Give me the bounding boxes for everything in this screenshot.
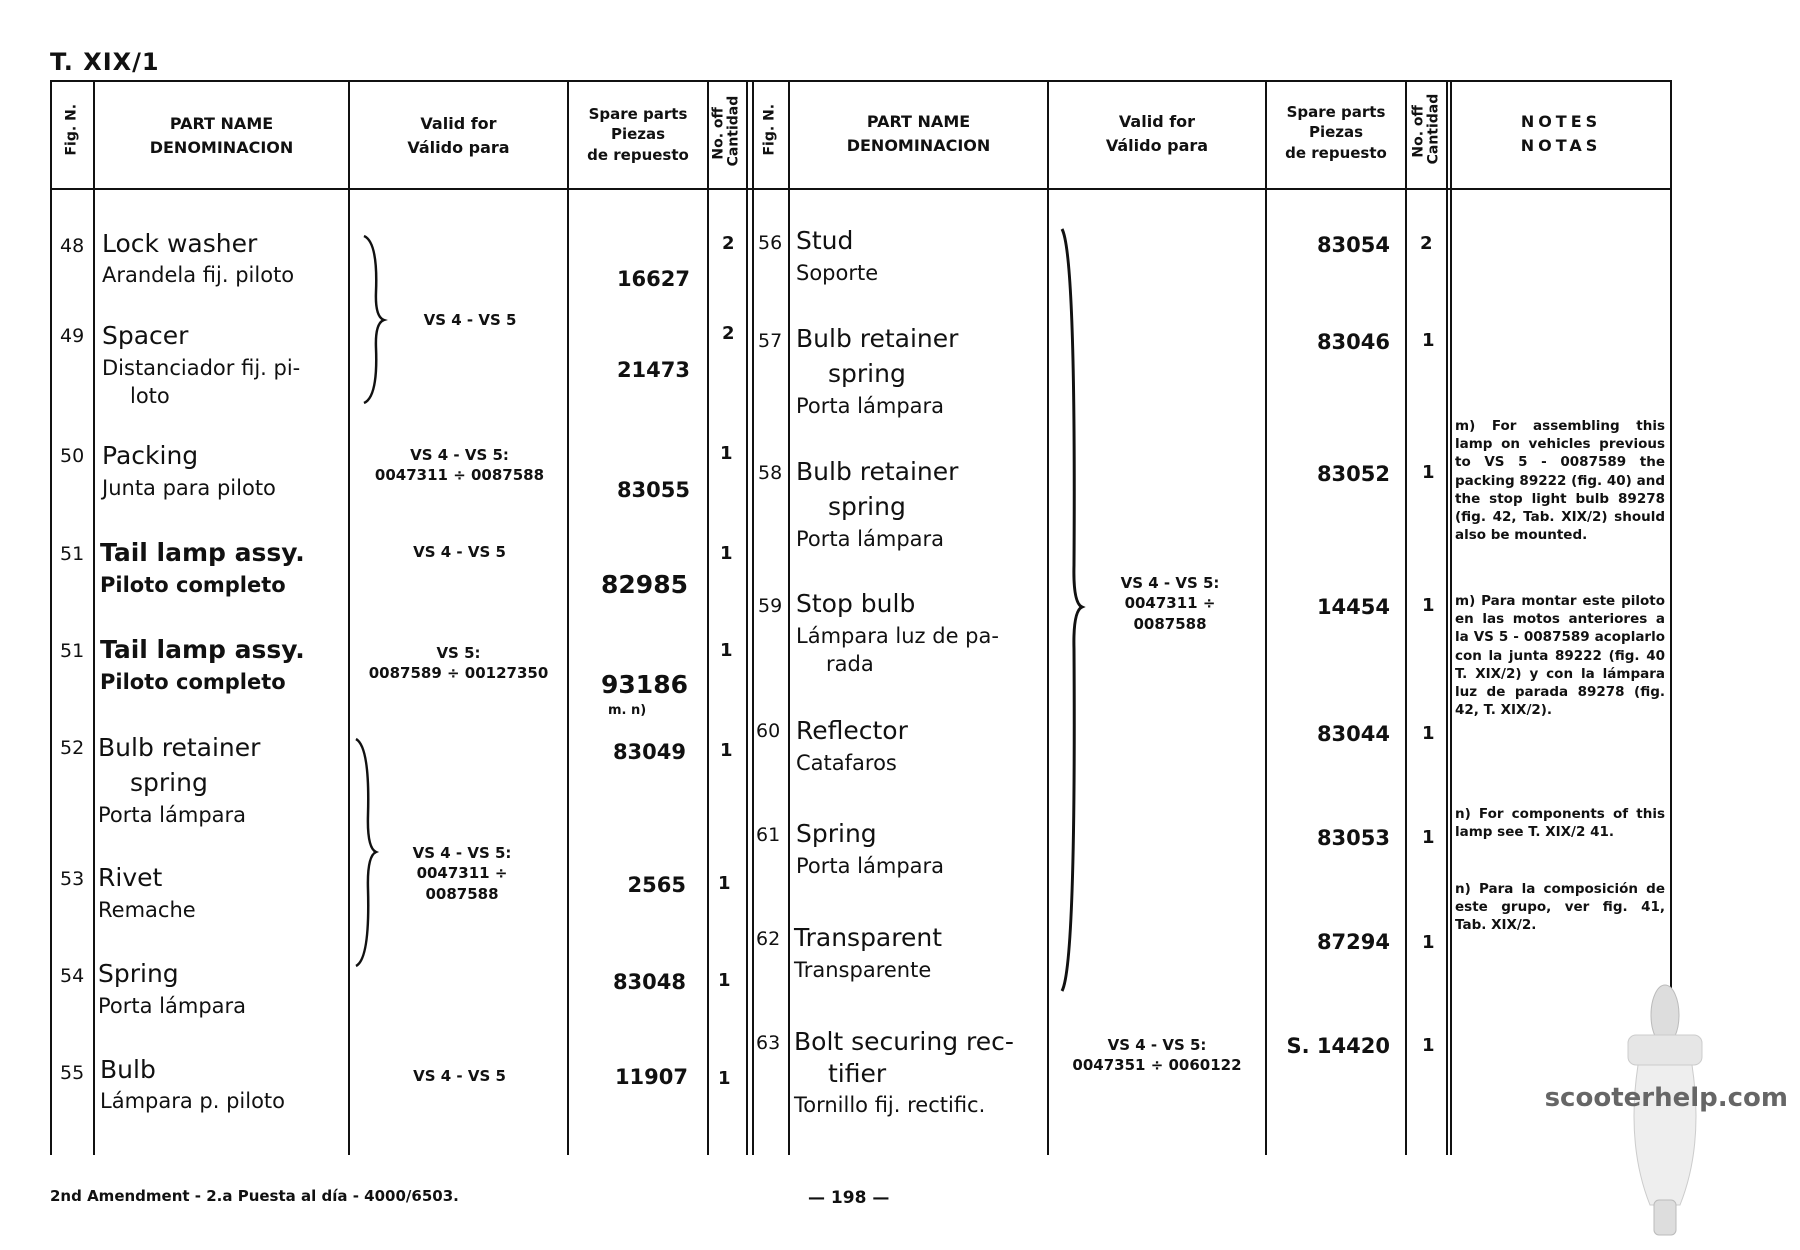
part-number: 2565 bbox=[627, 873, 686, 897]
part-name-es: Catafaros bbox=[796, 751, 897, 775]
part-name-en: Bulb retainer bbox=[98, 733, 261, 762]
col-line bbox=[1047, 80, 1049, 1155]
part-name-es: Porta lámpara bbox=[98, 994, 247, 1018]
valid-for: VS 4 - VS 5 bbox=[413, 1067, 506, 1085]
part-name-en: Rivet bbox=[98, 863, 163, 892]
col-line bbox=[707, 80, 709, 1155]
fig-number: 61 bbox=[756, 824, 781, 846]
part-number: 83048 bbox=[612, 970, 686, 994]
group-brace bbox=[360, 232, 390, 407]
col-line bbox=[746, 80, 748, 1155]
fig-number: 48 bbox=[60, 235, 85, 257]
note-n-es: n) Para la composición de este grupo, ver fig. 41, Tab. XIX/2. bbox=[1455, 881, 1665, 934]
fig-number: 60 bbox=[756, 720, 781, 742]
part-number: 16627 bbox=[616, 267, 690, 291]
part-number: S. 14420 bbox=[1286, 1034, 1390, 1058]
part-name-es: Transparente bbox=[794, 958, 932, 982]
group-brace bbox=[352, 735, 382, 970]
valid-for: VS 4 - VS 5: 0047311 ÷ 0087588 bbox=[1120, 574, 1220, 633]
part-number: 21473 bbox=[616, 358, 690, 382]
part-name-es: Piloto completo bbox=[100, 573, 286, 597]
part-name-en: Stop bulb bbox=[796, 589, 916, 618]
part-name-es: Soporte bbox=[796, 261, 879, 285]
quantity: 2 bbox=[722, 323, 735, 344]
part-name-en: Reflector bbox=[796, 716, 908, 745]
quantity: 1 bbox=[720, 443, 733, 464]
valid-for: VS 4 - VS 5 bbox=[423, 311, 517, 329]
fig-number: 49 bbox=[60, 325, 85, 347]
part-name-en: Spacer bbox=[102, 321, 189, 350]
quantity: 1 bbox=[718, 970, 731, 991]
part-number: 83044 bbox=[1316, 722, 1390, 746]
part-number: 83053 bbox=[1316, 826, 1390, 850]
part-name-en: tifier bbox=[828, 1059, 887, 1088]
fig-number: 56 bbox=[758, 232, 783, 254]
fig-number: 54 bbox=[60, 965, 85, 987]
part-name-en: Bulb retainer bbox=[796, 324, 959, 353]
watermark-text: scooterhelp.com bbox=[1544, 1083, 1788, 1113]
fig-number: 53 bbox=[60, 868, 85, 890]
header-part-name: PART NAME DENOMINACION bbox=[846, 112, 991, 155]
valid-for: VS 4 - VS 5: 0047311 ÷ 0087588 bbox=[412, 844, 512, 903]
part-name-es: Arandela fij. piloto bbox=[102, 263, 295, 287]
part-name-es: Porta lámpara bbox=[796, 854, 945, 878]
fig-number: 50 bbox=[60, 445, 85, 467]
part-number: 83052 bbox=[1316, 462, 1390, 486]
part-name-es: Junta para piloto bbox=[102, 476, 276, 500]
part-number: 87294 bbox=[1316, 930, 1390, 954]
quantity: 1 bbox=[1422, 595, 1435, 616]
part-name-en: Packing bbox=[102, 441, 199, 470]
header-qty: No. off Cantidad bbox=[1410, 93, 1442, 165]
part-name-en: Stud bbox=[796, 226, 854, 255]
fig-number: 58 bbox=[758, 462, 783, 484]
header-spare-parts: Spare parts Piezas de repuesto bbox=[1285, 103, 1387, 162]
fig-number: 62 bbox=[756, 928, 781, 950]
header-valid-for: Valid for Válido para bbox=[1105, 112, 1209, 155]
part-name-en: spring bbox=[130, 768, 208, 797]
quantity: 1 bbox=[720, 543, 733, 564]
part-number: 11907 bbox=[614, 1065, 688, 1089]
part-number: 93186 bbox=[601, 670, 688, 699]
part-name-en: Spring bbox=[796, 819, 877, 848]
part-name-en: Bolt securing rec- bbox=[794, 1027, 1014, 1056]
header-fig: Fig. N. bbox=[761, 103, 778, 156]
header-qty: No. off Cantidad bbox=[710, 95, 742, 167]
quantity: 1 bbox=[720, 640, 733, 661]
page-number: — 198 — bbox=[808, 1188, 890, 1208]
part-name-es: loto bbox=[130, 384, 170, 408]
part-number: 14454 bbox=[1316, 595, 1390, 619]
col-line bbox=[1265, 80, 1267, 1155]
col-line bbox=[50, 80, 52, 1155]
part-name-en: spring bbox=[828, 359, 906, 388]
quantity: 1 bbox=[718, 873, 731, 894]
quantity: 1 bbox=[1422, 462, 1435, 483]
part-name-en: Bulb retainer bbox=[796, 457, 959, 486]
header-part-name: PART NAME DENOMINACION bbox=[149, 114, 294, 157]
col-line bbox=[348, 80, 350, 1155]
fig-number: 52 bbox=[60, 737, 85, 759]
part-number: 83046 bbox=[1316, 330, 1390, 354]
part-name-es: Tornillo fij. rectific. bbox=[794, 1093, 986, 1117]
part-name-es: Distanciador fij. pi- bbox=[102, 356, 301, 380]
col-line bbox=[1405, 80, 1407, 1155]
note-m-es: m) Para montar este piloto en las motos anteriores a la VS 5 - 0087589 acoplarlo con la junta 89222 (fig. 40 T. XIX/2) y con la lámpara luz de parada 89278 (fig. 42, T. XIX/2). bbox=[1455, 593, 1665, 719]
valid-for: VS 4 - VS 5: 0047311 ÷ 0087588 bbox=[374, 446, 545, 485]
fig-number: 57 bbox=[758, 330, 783, 352]
quantity: 1 bbox=[1422, 1035, 1435, 1056]
part-name-en: Tail lamp assy. bbox=[100, 635, 305, 664]
quantity: 1 bbox=[1422, 827, 1435, 848]
part-name-es: Porta lámpara bbox=[796, 394, 945, 418]
header-divider bbox=[50, 188, 1672, 190]
part-name-en: Lock washer bbox=[102, 229, 258, 258]
fig-number: 63 bbox=[756, 1032, 781, 1054]
part-name-en: Spring bbox=[98, 959, 179, 988]
header-valid-for: Valid for Válido para bbox=[407, 114, 510, 157]
valid-for: VS 4 - VS 5: 0047351 ÷ 0060122 bbox=[1072, 1036, 1242, 1075]
col-line bbox=[93, 80, 95, 1155]
part-name-es: Remache bbox=[98, 898, 196, 922]
quantity: 1 bbox=[1422, 932, 1435, 953]
quantity: 1 bbox=[718, 1068, 731, 1089]
quantity: 1 bbox=[720, 740, 733, 761]
part-name-en: spring bbox=[828, 492, 906, 521]
part-name-es: rada bbox=[826, 652, 874, 676]
part-number: 82985 bbox=[601, 570, 688, 599]
valid-for: VS 5: 0087589 ÷ 00127350 bbox=[368, 644, 549, 683]
fig-number: 59 bbox=[758, 595, 783, 617]
part-name-es: Lámpara luz de pa- bbox=[796, 624, 999, 648]
fig-number: 51 bbox=[60, 543, 85, 565]
header-spare-parts: Spare parts Piezas de repuesto bbox=[587, 105, 689, 164]
part-number: 83049 bbox=[612, 740, 686, 764]
col-line bbox=[752, 80, 754, 1155]
part-note-ref: m. n) bbox=[608, 703, 647, 718]
header-fig: Fig. N. bbox=[63, 103, 80, 156]
valid-for: VS 4 - VS 5 bbox=[413, 543, 506, 561]
footer-amendment: 2nd Amendment - 2.a Puesta al día - 4000/6503. bbox=[50, 1187, 459, 1205]
group-brace bbox=[1050, 225, 1090, 995]
col-line bbox=[1670, 80, 1672, 1000]
part-name-en: Tail lamp assy. bbox=[100, 538, 305, 567]
col-line bbox=[1450, 80, 1452, 1155]
part-name-en: Transparent bbox=[794, 923, 943, 952]
part-name-en: Bulb bbox=[100, 1055, 156, 1084]
part-number: 83055 bbox=[616, 478, 690, 502]
part-name-es: Porta lámpara bbox=[796, 527, 945, 551]
part-name-es: Lámpara p. piloto bbox=[100, 1089, 286, 1113]
quantity: 1 bbox=[1422, 723, 1435, 744]
part-name-es: Porta lámpara bbox=[98, 803, 247, 827]
quantity: 2 bbox=[722, 233, 735, 254]
col-line bbox=[1446, 80, 1448, 1155]
fig-number: 55 bbox=[60, 1062, 85, 1084]
quantity: 1 bbox=[1422, 330, 1435, 351]
note-n-en: n) For components of this lamp see T. XIX/2 41. bbox=[1455, 806, 1665, 841]
quantity: 2 bbox=[1420, 233, 1433, 254]
col-line bbox=[788, 80, 790, 1155]
note-m-en: m) For assembling this lamp on vehicles previous to VS 5 - 0087589 the packing 89222 (fig. 40) and the stop light bulb 89278 (fig. 42, Tab. XIX/2) should also be mounted. bbox=[1455, 418, 1665, 544]
part-number: 83054 bbox=[1316, 233, 1390, 257]
table-top-border bbox=[50, 80, 1672, 82]
part-name-es: Piloto completo bbox=[100, 670, 286, 694]
page-title: T. XIX/1 bbox=[50, 48, 160, 76]
header-notes: NOTES NOTAS bbox=[1520, 112, 1602, 155]
fig-number: 51 bbox=[60, 640, 85, 662]
